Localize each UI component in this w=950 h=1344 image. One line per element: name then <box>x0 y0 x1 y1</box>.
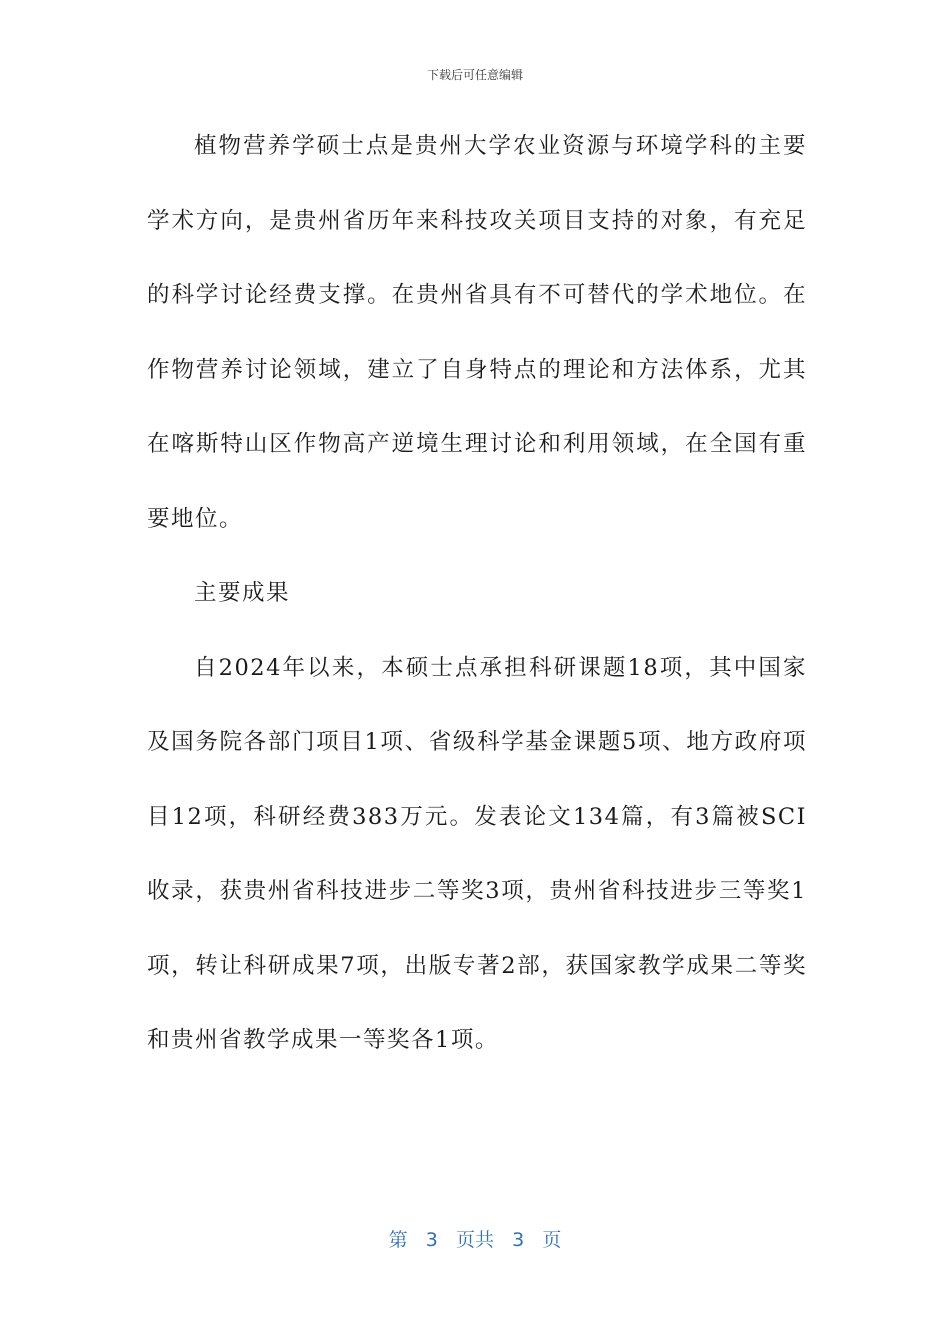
current-page-number: 3 <box>425 1229 438 1251</box>
document-body <box>147 109 807 1078</box>
paragraph-achievements: 自2024年以来，本硕士点承担科研课题18项，其中国家及国务院各部门项目1项、省级科学基金课题5项、地方政府项目12项，科研经费383万元。发表论文134篇，有3篇被SCI收录，获贵州省科技进步二等奖3项，贵州省科技进步三等奖1项，转让科研成果7项，出版专著2部，获国家教学成果二等奖和贵州省教学成果一等奖各1项。 <box>147 654 807 1053</box>
header-note: 下载后可任意编辑 <box>426 68 523 82</box>
page-middle: 页共 <box>455 1229 494 1251</box>
section-title: 主要成果 <box>194 580 291 606</box>
total-pages-number: 3 <box>512 1229 525 1251</box>
page-suffix: 页 <box>542 1229 562 1251</box>
paragraph-intro: 植物营养学硕士点是贵州大学农业资源与环境学科的主要学术方向，是贵州省历年来科技攻关项目支持的对象，有充足的科学讨论经费支撑。在贵州省具有不可替代的学术地位。在作物营养讨论领域，建立了自身特点的理论和方法体系，尤其在喀斯特山区作物高产逆境生理讨论和利用领域，在全国有重要地位。 <box>147 133 807 532</box>
page-footer <box>0 1225 950 1252</box>
page-prefix: 第 <box>388 1229 408 1251</box>
